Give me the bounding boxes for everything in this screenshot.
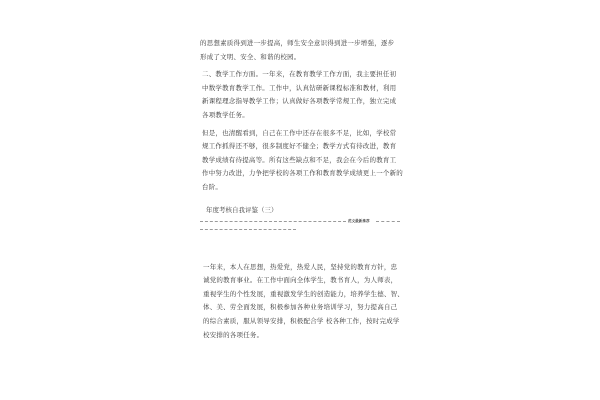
recommended-label: 范文最新推荐 [348,218,370,223]
text-line: 台阶。 [202,182,223,191]
text-line: 重视学生的个性发展，重视激发学生的创造能力，培养学生德、智、 [203,289,404,298]
text-line: 中数学教育教学工作。工作中，认真钻研新课程标准和教材，利用 [202,83,397,92]
text-line: 形成了文明、安全、和谐的校园。 [200,52,301,61]
dashed-rule [376,221,400,222]
text-line: 教学成绩有待提高等。所有这些缺点和不足，我会在今后的教育工 [202,155,397,164]
text-line: 各项教学任务。 [202,110,249,119]
text-line: 二、教学工作方面。一年来，在教育教学工作方面，我主要担任初 [202,70,397,79]
text-line: 诚党的教育事业。在工作中面向全体学生，教书育人，为人师表， [203,276,398,285]
text-line: 校安排的各项任务。 [203,330,264,339]
paragraph-shortcomings [200,127,403,195]
text-line: 新课程理念指导教学工作；认真做好各项教学常规工作，独立完成 [202,97,397,106]
text-line: 但是，也清醒看到，自己在工作中还存在很多不足，比如，学校常 [202,128,397,137]
paragraph-teaching-work [200,68,400,122]
text-line: 作中努力改进，力争把学校的各项工作和教育教学成绩更上一个新的 [202,169,403,178]
dashed-rule [200,229,296,230]
document-body [200,37,404,342]
section-heading: 年度考核自我评鉴（三） [206,205,278,214]
text-line: 的思想素质得到进一步提高，师生安全意识得到进一步增强，逐步 [200,39,395,47]
text-line: 规工作抓得还不够，很多制度好不健全；教学方式有待改进，教育 [202,142,397,151]
paragraph-safety-summary [200,37,400,64]
recommended-divider [200,218,400,232]
dashed-rule [200,221,346,222]
text-line: 体、美、劳全面发展，积极参加各种业务培训学习，努力提高自己 [203,303,398,312]
paragraph-self-evaluation [200,261,404,343]
text-line: 一年来，本人在思想，热爱党，热爱人民，坚持党的教育方针，忠 [203,262,398,271]
text-line: 的综合素质，服从领导安排，积极配合学 校各种工作，按时完成学 [203,316,400,325]
